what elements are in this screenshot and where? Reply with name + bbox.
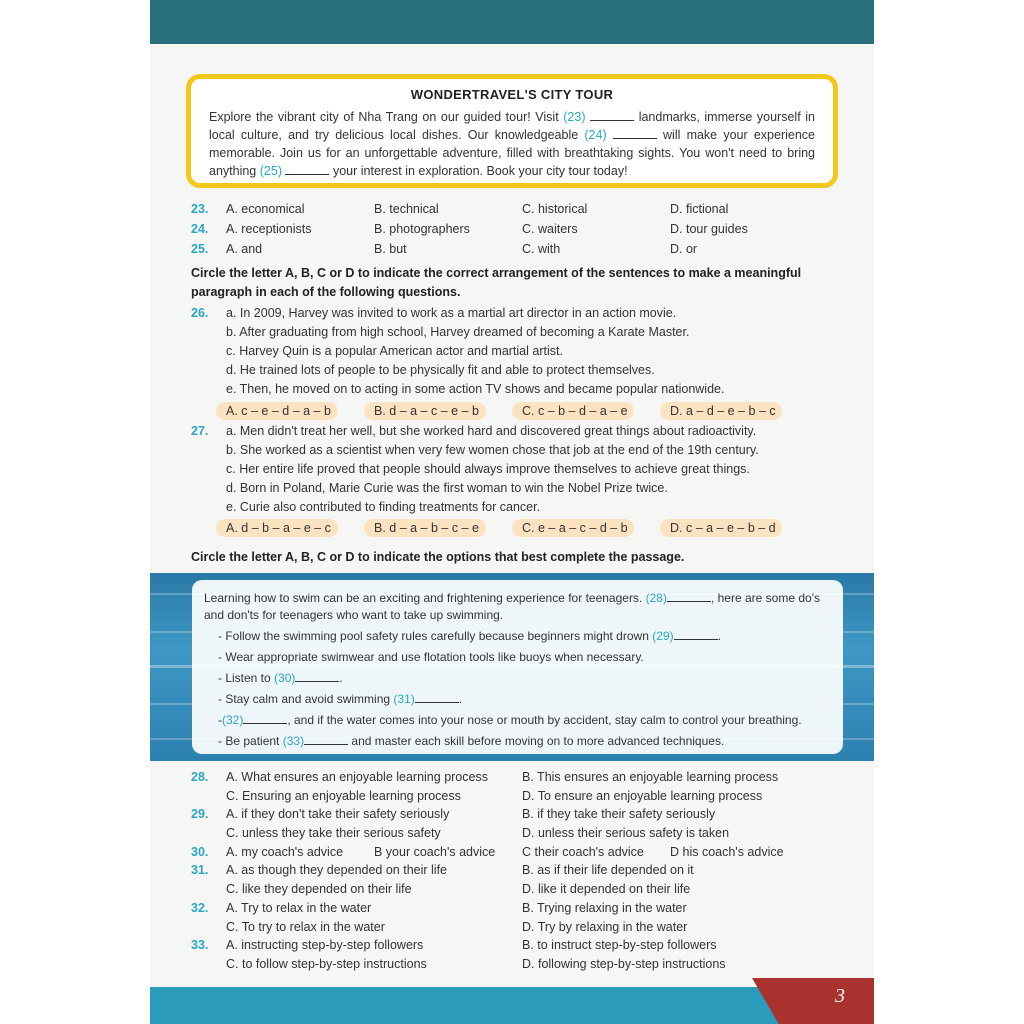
blank-32 (243, 713, 287, 724)
blank-30-label: (30) (274, 671, 296, 685)
swim-passage-box (192, 580, 843, 754)
sentence: e. Curie also contributed to finding treatments for cancer. (226, 500, 541, 514)
option-c[interactable]: C. waiters (522, 222, 578, 236)
blank-32-label: (32) (222, 713, 244, 727)
option-d[interactable]: D. like it depended on their life (522, 882, 691, 896)
option-c[interactable]: C. to follow step-by-step instructions (226, 957, 427, 971)
swim-text: - Stay calm and avoid swimming (218, 692, 391, 706)
header-band (150, 0, 874, 44)
option-c[interactable]: C. To try to relax in the water (226, 920, 385, 934)
swim-text: - Follow the swimming pool safety rules carefully because beginners might drown (218, 629, 649, 643)
page-number: 3 (835, 985, 845, 1007)
option-a[interactable]: A. if they don't take their safety seriously (226, 807, 450, 821)
option-a[interactable]: A. What ensures an enjoyable learning process (226, 770, 488, 784)
option-c[interactable]: C. like they depended on their life (226, 882, 412, 896)
option-d[interactable]: D. following step-by-step instructions (522, 957, 726, 971)
swim-text: and don'ts for teenagers who want to take up swimming. (204, 608, 504, 622)
sentence: b. After graduating from high school, Harvey dreamed of becoming a Karate Master. (226, 325, 690, 339)
blank-29-label: (29) (652, 629, 674, 643)
blank-28-label: (28) (645, 591, 667, 605)
tour-passage-box (186, 74, 838, 188)
option-d[interactable]: D his coach's advice (670, 845, 784, 859)
swim-line: - Follow the swimming pool safety rules carefully because beginners might drown (29) . (218, 629, 721, 643)
blank-30 (295, 671, 339, 682)
option-d[interactable]: D. fictional (670, 202, 729, 216)
tour-passage (209, 108, 815, 180)
option-d[interactable]: D. a – d – e – b – c (660, 402, 782, 420)
option-d[interactable]: D. tour guides (670, 222, 748, 236)
sentence: b. She worked as a scientist when very few women chose that job at the end of the 19th century. (226, 443, 759, 457)
blank-29 (674, 629, 718, 640)
question-number: 30. (191, 845, 209, 859)
blank-24 (613, 128, 657, 139)
question-number: 26. (191, 306, 209, 320)
question-number: 29. (191, 807, 209, 821)
blank-33 (304, 734, 348, 745)
sentence: a. In 2009, Harvey was invited to work as a martial art director in an action movie. (226, 306, 677, 320)
option-c[interactable]: C. Ensuring an enjoyable learning process (226, 789, 461, 803)
instruction-arrangement: Circle the letter A, B, C or D to indicate the correct arrangement of the sentences to make a meaningful paragraph in each of the following questions. (191, 266, 802, 299)
instruction-passage: Circle the letter A, B, C or D to indicate the options that best complete the passage. (191, 550, 685, 564)
sentence: d. Born in Poland, Marie Curie was the first woman to win the Nobel Prize twice. (226, 481, 668, 495)
swim-line: - Listen to (30) . (218, 671, 343, 685)
option-d[interactable]: D. or (670, 242, 698, 256)
question-number: 31. (191, 863, 209, 877)
option-b[interactable]: B. d – a – b – c – e (364, 519, 486, 537)
option-b[interactable]: B. as if their life depended on it (522, 863, 694, 877)
worksheet-page (150, 0, 874, 1024)
option-d[interactable]: D. To ensure an enjoyable learning process (522, 789, 763, 803)
blank-25-label: (25) (259, 164, 282, 178)
option-a[interactable]: A. instructing step-by-step followers (226, 938, 424, 952)
option-b[interactable]: B. to instruct step-by-step followers (522, 938, 717, 952)
question-number: 24. (191, 222, 209, 236)
option-a[interactable]: A. as though they depended on their life (226, 863, 447, 877)
option-b[interactable]: B. but (374, 242, 407, 256)
tour-title: WONDERTRAVEL'S CITY TOUR (410, 87, 614, 102)
option-c[interactable]: C their coach's advice (522, 845, 644, 859)
option-a[interactable]: A. receptionists (226, 222, 312, 236)
question-number: 28. (191, 770, 209, 784)
swim-text: , here are some do's (710, 591, 820, 605)
option-b[interactable]: B your coach's advice (374, 845, 496, 859)
option-a[interactable]: A. Try to relax in the water (226, 901, 372, 915)
swim-text: and master each skill before moving on to more advanced techniques. (351, 734, 725, 748)
option-a[interactable]: A. economical (226, 202, 305, 216)
sentence: a. Men didn't treat her well, but she worked hard and discovered great things about radioactivity. (226, 424, 757, 438)
option-a[interactable]: A. c – e – d – a – b (216, 402, 338, 420)
blank-33-label: (33) (282, 734, 305, 748)
blank-25 (285, 164, 329, 175)
option-c[interactable]: C. c – b – d – a – e (512, 402, 634, 420)
sentence: c. Harvey Quin is a popular American actor and martial artist. (226, 344, 563, 358)
tour-text-3: will make your experience memorable. Join us for an unforgettable adventure, filled with breathtaking sights. You won't need to bring anything (209, 128, 815, 178)
option-a[interactable]: A. my coach's advice (226, 845, 344, 859)
blank-28 (667, 591, 711, 602)
swim-line (204, 731, 831, 752)
option-c[interactable]: C. unless they take their serious safety (226, 826, 441, 840)
tour-text-4: your interest in exploration. Book your city tour today! (332, 164, 628, 178)
blank-31 (415, 692, 459, 703)
question-number: 27. (191, 424, 209, 438)
option-d[interactable]: D. unless their serious safety is taken (522, 826, 730, 840)
option-c[interactable]: C. e – a – c – d – b (512, 519, 634, 537)
sentence: d. He trained lots of people to be physically fit and able to protect themselves. (226, 363, 655, 377)
option-b[interactable]: B. technical (374, 202, 439, 216)
swim-line (204, 710, 831, 731)
option-b[interactable]: B. d – a – c – e – b (364, 402, 486, 420)
option-d[interactable]: D. c – a – e – b – d (660, 519, 782, 537)
swim-text: , and if the water comes into your nose or mouth by accident, stay calm to control your breathing. (287, 713, 802, 727)
option-b[interactable]: B. Trying relaxing in the water (522, 901, 687, 915)
sentence: c. Her entire life proved that people should always improve themselves to achieve great things. (226, 462, 750, 476)
option-c[interactable]: C. historical (522, 202, 588, 216)
question-number: 23. (191, 202, 209, 216)
question-number: 32. (191, 901, 209, 915)
swim-text: - Listen to (218, 671, 271, 685)
blank-24-label: (24) (584, 128, 607, 142)
option-b[interactable]: B. photographers (374, 222, 470, 236)
option-b[interactable]: B. if they take their safety seriously (522, 807, 716, 821)
swim-text: - (218, 713, 222, 727)
tour-text-1: Explore the vibrant city of Nha Trang on our guided tour! Visit (209, 110, 559, 124)
swim-text: - Wear appropriate swimwear and use flotation tools like buoys when necessary. (218, 650, 644, 664)
tour-text-2: landmarks, immerse yourself in local culture, and try delicious local dishes. Our knowledgeable (209, 110, 815, 142)
blank-31-label: (31) (393, 692, 415, 706)
swim-text: Learning how to swim can be an exciting and frightening experience for teenagers. (204, 591, 643, 605)
option-a[interactable]: A. d – b – a – e – c (216, 519, 338, 537)
question-number: 25. (191, 242, 209, 256)
swim-line: - Stay calm and avoid swimming (31) . (218, 692, 463, 706)
option-c[interactable]: C. with (522, 242, 561, 256)
option-a[interactable]: A. and (226, 242, 263, 256)
sentence: e. Then, he moved on to acting in some action TV shows and became popular nationwide. (226, 382, 725, 396)
option-d[interactable]: D. Try by relaxing in the water (522, 920, 688, 934)
swim-text: - Be patient (218, 734, 280, 748)
option-b[interactable]: B. This ensures an enjoyable learning process (522, 770, 779, 784)
blank-23 (590, 110, 634, 121)
question-number: 33. (191, 938, 209, 952)
swim-line (204, 647, 831, 668)
blank-23-label: (23) (563, 110, 586, 124)
